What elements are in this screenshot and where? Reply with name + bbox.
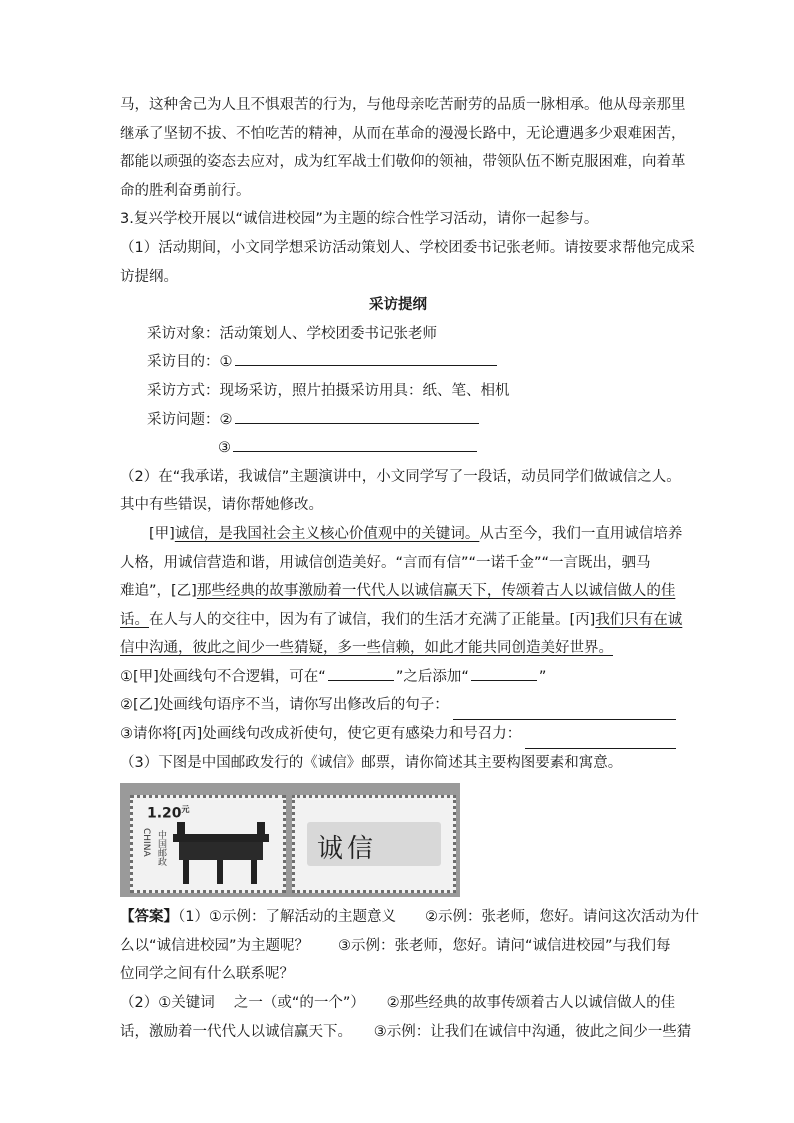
task-1-text: ”: [538, 668, 547, 685]
speech-line: [120, 606, 683, 635]
stamp-calligraphy: 诚信: [317, 834, 378, 865]
part-2-intro-cont: 其中有些错误，请你帮她修改。: [120, 497, 323, 514]
outline-method: 采访方式：现场采访，照片拍摄采访用具：纸、笔、相机: [147, 382, 510, 399]
outline-question-3: [120, 434, 676, 463]
answer-text: （1）①示例：了解活动的主题意义 ②示例：张老师，您好。请问这次活动为什: [178, 909, 699, 926]
outline-purpose-label: 采访目的：①: [147, 354, 233, 371]
yi-sentence: 那些经典的故事激励着一代代人以诚信赢天下，传颂着古人以诚信做人的佳: [196, 583, 676, 600]
answer-line: [120, 903, 699, 932]
answer-blank[interactable]: [235, 409, 479, 424]
outline-target: 采访对象：活动策划人、学校团委书记张老师: [147, 325, 437, 342]
speech-line: 人格，用诚信营造和谐，用诚信创造美好。“言而有信”“一诺千金”“一言既出，驷马: [120, 554, 651, 571]
answer-blank[interactable]: [233, 437, 477, 452]
jia-sentence: 诚信，是我国社会主义核心价值观中的关键词。: [174, 525, 480, 542]
part-3: （3）下图是中国邮政发行的《诚信》邮票，请你简述其主要构图要素和寓意。: [120, 754, 623, 771]
answer-label: 【答案】: [120, 909, 178, 926]
outline-question-label: 采访问题：②: [147, 411, 233, 428]
answer-blank[interactable]: [235, 351, 497, 366]
jia-mark: [甲]: [149, 525, 175, 542]
answer-blank[interactable]: [525, 730, 676, 749]
stamp-post: 中国邮政: [156, 830, 166, 867]
document-content: [120, 91, 699, 1046]
outline-purpose: [120, 348, 676, 377]
bing-sentence-end: 信中沟通，彼此之间少一些猜疑，多一些信赖，如此才能共同创造美好世界。: [120, 640, 613, 657]
task-1: [120, 663, 676, 692]
stamp-country: CHINA: [141, 828, 151, 857]
task-3-text: ③请你将[丙]处画线句改成祈使句，使它更有感染力和号召力：: [120, 726, 522, 743]
stamp-left: [130, 795, 286, 893]
speech-line: [120, 520, 683, 549]
speech-text: 在人与人的交往中，因为有了诚信，我们的生活才充满了正能量。[丙]: [149, 611, 596, 628]
answer-blank[interactable]: [471, 666, 537, 681]
stamp-image: [120, 783, 460, 897]
answer-line: 位同学之间有什么联系呢？: [120, 966, 294, 983]
answer-line: 话，激励着一代代人以诚信赢天下。 ③示例：让我们在诚信中沟通，彼此之间少一些猜: [120, 1023, 692, 1040]
paragraph-line: 都能以顽强的姿态去应对，成为红军战士们敬仰的领袖，带领队伍不断克服困难，向着革: [120, 154, 686, 171]
stamp-price: $1.20^元$: [147, 805, 190, 822]
task-1-text: ①[甲]处画线句不合逻辑，可在“: [120, 668, 326, 685]
task-2: [120, 691, 676, 720]
outline-question-3-label: ③: [218, 440, 231, 457]
outline-question: [120, 406, 676, 435]
yi-sentence-end: 话。: [120, 611, 149, 628]
answer-blank[interactable]: [453, 701, 676, 720]
paragraph-line: 继承了坚韧不拔、不怕吃苦的精神，从而在革命的漫漫长路中，无论遭遇多少艰难困苦，: [120, 125, 686, 142]
speech-text: 难追”，[乙]: [120, 583, 197, 600]
speech-line: [120, 577, 676, 606]
bing-sentence: 我们只有在诚: [595, 611, 683, 628]
speech-line: [120, 634, 676, 663]
outline-title: 采访提纲: [369, 297, 427, 314]
paragraph-line: 马，这种舍己为人且不惧艰苦的行为，与他母亲吃苦耐劳的品质一脉相承。他从母亲那里: [120, 97, 686, 113]
task-1-text: ”之后添加“: [395, 668, 469, 685]
answer-blank[interactable]: [328, 666, 394, 681]
speech-text: 从古至今，我们一直用诚信培养: [479, 525, 683, 542]
question-3: 3.复兴学校开展以“诚信进校园”为主题的综合性学习活动，请你一起参与。: [120, 211, 599, 228]
ding-vessel-icon: [169, 818, 273, 886]
answer-line: （2）①关键词 之一（或“的一个”） ②那些经典的故事传颂着古人以诚信做人的佳: [120, 995, 676, 1012]
question-3-part-1-cont: 访提纲。: [120, 268, 178, 285]
answer-line: 么以“诚信进校园”为主题呢？ ③示例：张老师，您好。请问“诚信进校园”与我们每: [120, 937, 671, 954]
part-2-intro: （2）在“我承诺，我诚信”主题演讲中，小文同学写了一段话，动员同学们做诚信之人。: [120, 468, 681, 485]
question-3-part-1: （1）活动期间，小文同学想采访活动策划人、学校团委书记张老师。请按要求帮他完成采: [120, 239, 695, 256]
paragraph-line: 命的胜利奋勇前行。: [120, 182, 251, 199]
task-2-text: ②[乙]处画线句语序不当，请你写出修改后的句子：: [120, 697, 449, 714]
stamp-right: [292, 795, 456, 893]
task-3: [120, 720, 676, 749]
